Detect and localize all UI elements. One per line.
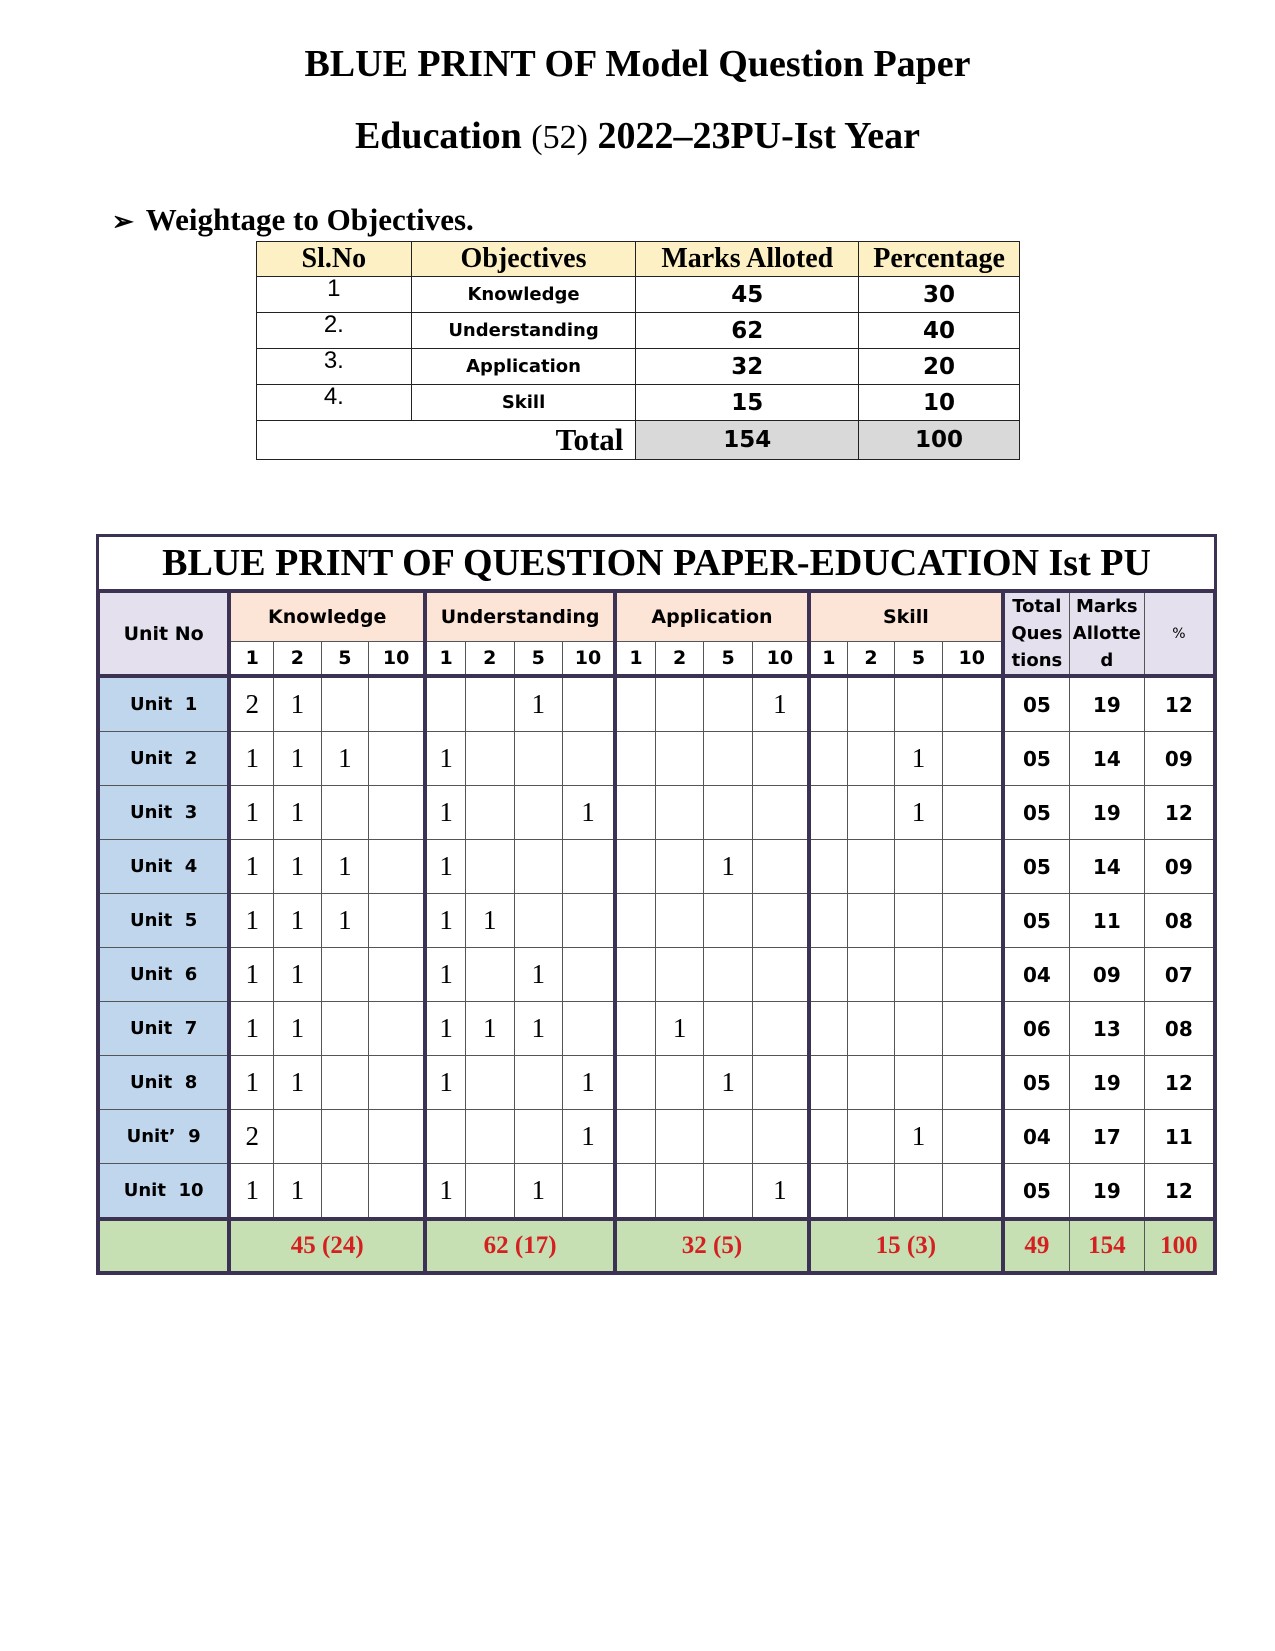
blueprint-header-row xyxy=(98,591,1215,641)
question-count-cell xyxy=(321,786,368,840)
question-count-cell xyxy=(514,1110,562,1164)
marks-subheader-10: 10 xyxy=(752,641,809,676)
question-count-cell: 1 xyxy=(514,948,562,1002)
question-count-cell: 1 xyxy=(229,786,273,840)
question-count-cell xyxy=(752,1056,809,1110)
question-count-cell xyxy=(809,676,847,732)
marks-subheader-5: 5 xyxy=(895,641,942,676)
question-count-cell xyxy=(466,732,514,786)
question-count-cell xyxy=(847,786,894,840)
unit-marks: 11 xyxy=(1069,894,1144,948)
question-count-cell: 1 xyxy=(655,1002,703,1056)
unit-percent: 09 xyxy=(1144,840,1215,894)
sl-number: 3. xyxy=(257,349,412,385)
question-count-cell xyxy=(369,1164,426,1220)
question-count-cell: 1 xyxy=(274,948,321,1002)
unit-row xyxy=(98,894,1215,948)
question-count-cell xyxy=(369,732,426,786)
question-count-cell: 1 xyxy=(229,732,273,786)
footer-total-questions: 49 xyxy=(1003,1219,1070,1273)
question-count-cell: 1 xyxy=(704,840,752,894)
question-count-cell xyxy=(942,840,1003,894)
marks-subheader-2: 2 xyxy=(847,641,894,676)
question-count-cell xyxy=(563,732,616,786)
unit-marks: 19 xyxy=(1069,1056,1144,1110)
unit-marks: 14 xyxy=(1069,732,1144,786)
question-count-cell xyxy=(847,948,894,1002)
question-count-cell xyxy=(752,840,809,894)
question-count-cell: 1 xyxy=(895,1110,942,1164)
question-count-cell xyxy=(615,1164,655,1220)
question-count-cell: 1 xyxy=(752,676,809,732)
weightage-row xyxy=(257,349,1020,385)
question-count-cell: 1 xyxy=(514,1002,562,1056)
unit-percent: 12 xyxy=(1144,676,1215,732)
question-count-cell xyxy=(563,894,616,948)
question-count-cell xyxy=(563,1002,616,1056)
question-count-cell xyxy=(563,676,616,732)
question-count-cell: 1 xyxy=(425,1164,465,1220)
question-count-cell xyxy=(809,1164,847,1220)
total-label: Total xyxy=(257,421,636,460)
question-count-cell xyxy=(466,1164,514,1220)
question-count-cell xyxy=(321,948,368,1002)
blueprint-title: BLUE PRINT OF QUESTION PAPER-EDUCATION Ist PU xyxy=(96,534,1217,589)
question-count-cell xyxy=(369,1002,426,1056)
question-count-cell xyxy=(369,948,426,1002)
question-count-cell xyxy=(895,894,942,948)
unit-percent: 12 xyxy=(1144,786,1215,840)
question-count-cell xyxy=(752,1002,809,1056)
footer-marks: 154 xyxy=(1069,1219,1144,1273)
percentage: 10 xyxy=(859,385,1020,421)
question-count-cell xyxy=(847,732,894,786)
question-count-cell xyxy=(655,894,703,948)
question-count-cell: 1 xyxy=(274,1002,321,1056)
question-count-cell xyxy=(809,1056,847,1110)
question-count-cell xyxy=(942,732,1003,786)
question-count-cell: 1 xyxy=(321,894,368,948)
question-count-cell xyxy=(752,948,809,1002)
objective-name: Application xyxy=(411,349,636,385)
question-count-cell: 1 xyxy=(466,1002,514,1056)
unit-percent: 09 xyxy=(1144,732,1215,786)
unit-label: Unit 4 xyxy=(98,840,229,894)
question-count-cell: 1 xyxy=(425,786,465,840)
unit-row xyxy=(98,1164,1215,1220)
question-count-cell xyxy=(809,894,847,948)
question-count-cell xyxy=(704,676,752,732)
unit-percent: 08 xyxy=(1144,894,1215,948)
category-knowledge: Knowledge xyxy=(229,591,425,641)
sl-number: 1 xyxy=(257,277,412,313)
marks-subheader-1: 1 xyxy=(809,641,847,676)
question-count-cell: 1 xyxy=(563,1056,616,1110)
unit-label: Unitʼ 9 xyxy=(98,1110,229,1164)
unit-total-questions: 04 xyxy=(1003,948,1070,1002)
question-count-cell xyxy=(809,1002,847,1056)
question-count-cell xyxy=(704,894,752,948)
unit-label: Unit 5 xyxy=(98,894,229,948)
weightage-table xyxy=(256,241,1020,460)
question-count-cell: 1 xyxy=(229,1002,273,1056)
total-percent: 100 xyxy=(859,421,1020,460)
question-count-cell: 1 xyxy=(514,1164,562,1220)
marks-alloted: 45 xyxy=(636,277,859,313)
question-count-cell: 1 xyxy=(321,732,368,786)
sl-number: 2. xyxy=(257,313,412,349)
question-count-cell xyxy=(425,1110,465,1164)
question-count-cell: 1 xyxy=(229,894,273,948)
unit-marks: 14 xyxy=(1069,840,1144,894)
question-count-cell xyxy=(655,732,703,786)
question-count-cell xyxy=(809,948,847,1002)
page-subtitle xyxy=(0,114,1275,158)
blueprint-footer-row xyxy=(98,1219,1215,1273)
unit-label: Unit 6 xyxy=(98,948,229,1002)
unit-percent: 07 xyxy=(1144,948,1215,1002)
total-questions-line1: Total xyxy=(1012,596,1062,617)
weightage-row xyxy=(257,277,1020,313)
question-count-cell xyxy=(704,1110,752,1164)
question-count-cell xyxy=(942,1002,1003,1056)
unit-row xyxy=(98,948,1215,1002)
question-count-cell xyxy=(895,1056,942,1110)
question-count-cell xyxy=(615,676,655,732)
unit-percent: 11 xyxy=(1144,1110,1215,1164)
unit-row xyxy=(98,676,1215,732)
question-count-cell: 2 xyxy=(229,1110,273,1164)
question-count-cell: 1 xyxy=(425,948,465,1002)
subtitle-prefix: Education xyxy=(354,115,532,157)
question-count-cell xyxy=(752,786,809,840)
unit-total-questions: 05 xyxy=(1003,894,1070,948)
question-count-cell: 1 xyxy=(229,1164,273,1220)
footer-skill: 15 (3) xyxy=(809,1219,1003,1273)
question-count-cell xyxy=(514,894,562,948)
question-count-cell xyxy=(752,894,809,948)
category-skill: Skill xyxy=(809,591,1003,641)
question-count-cell xyxy=(655,1056,703,1110)
question-count-cell xyxy=(615,1056,655,1110)
question-count-cell: 1 xyxy=(229,840,273,894)
category-understanding: Understanding xyxy=(425,591,615,641)
marks-subheader-10: 10 xyxy=(942,641,1003,676)
unit-total-questions: 05 xyxy=(1003,676,1070,732)
subtitle-year: 2022–23PU-Ist Year xyxy=(587,115,921,157)
question-count-cell xyxy=(369,1110,426,1164)
unit-marks: 13 xyxy=(1069,1002,1144,1056)
question-count-cell: 1 xyxy=(425,732,465,786)
question-count-cell xyxy=(942,948,1003,1002)
question-count-cell: 2 xyxy=(229,676,273,732)
question-count-cell xyxy=(809,1110,847,1164)
blueprint-section xyxy=(96,534,1217,1274)
question-count-cell xyxy=(321,1056,368,1110)
percentage: 30 xyxy=(859,277,1020,313)
question-count-cell xyxy=(615,1110,655,1164)
unit-marks: 19 xyxy=(1069,676,1144,732)
objective-name: Skill xyxy=(411,385,636,421)
question-count-cell xyxy=(704,1164,752,1220)
question-count-cell: 1 xyxy=(425,840,465,894)
marks-subheader-1: 1 xyxy=(615,641,655,676)
question-count-cell xyxy=(655,1164,703,1220)
marks-subheader-2: 2 xyxy=(466,641,514,676)
question-count-cell xyxy=(895,840,942,894)
question-count-cell xyxy=(369,840,426,894)
question-count-cell xyxy=(655,786,703,840)
question-count-cell xyxy=(655,948,703,1002)
question-count-cell xyxy=(321,1164,368,1220)
marks-subheader-10: 10 xyxy=(369,641,426,676)
question-count-cell xyxy=(615,732,655,786)
question-count-cell xyxy=(563,1164,616,1220)
marks-allotted-line2: Allotte xyxy=(1072,623,1141,644)
question-count-cell xyxy=(847,1056,894,1110)
question-count-cell xyxy=(942,894,1003,948)
unit-label: Unit 10 xyxy=(98,1164,229,1220)
marks-subheader-1: 1 xyxy=(425,641,465,676)
col-header-marks: Marks Alloted xyxy=(636,242,859,277)
question-count-cell: 1 xyxy=(274,1056,321,1110)
question-count-cell xyxy=(895,1002,942,1056)
question-count-cell: 1 xyxy=(425,1002,465,1056)
question-count-cell: 1 xyxy=(229,948,273,1002)
col-header-percentage: Percentage xyxy=(859,242,1020,277)
unit-percent: 12 xyxy=(1144,1164,1215,1220)
question-count-cell: 1 xyxy=(321,840,368,894)
question-count-cell xyxy=(809,786,847,840)
question-count-cell xyxy=(615,840,655,894)
question-count-cell: 1 xyxy=(514,676,562,732)
question-count-cell xyxy=(514,786,562,840)
marks-subheader-5: 5 xyxy=(704,641,752,676)
unit-marks: 19 xyxy=(1069,1164,1144,1220)
question-count-cell xyxy=(809,840,847,894)
unit-total-questions: 06 xyxy=(1003,1002,1070,1056)
question-count-cell: 1 xyxy=(274,676,321,732)
unit-percent: 08 xyxy=(1144,1002,1215,1056)
unit-total-questions: 05 xyxy=(1003,1056,1070,1110)
weightage-row xyxy=(257,313,1020,349)
question-count-cell xyxy=(369,1056,426,1110)
question-count-cell xyxy=(847,1110,894,1164)
unit-marks: 09 xyxy=(1069,948,1144,1002)
question-count-cell xyxy=(466,1056,514,1110)
question-count-cell xyxy=(563,840,616,894)
question-count-cell: 1 xyxy=(425,894,465,948)
question-count-cell xyxy=(704,1002,752,1056)
question-count-cell xyxy=(895,1164,942,1220)
question-count-cell xyxy=(514,840,562,894)
question-count-cell xyxy=(321,1110,368,1164)
question-count-cell xyxy=(369,676,426,732)
question-count-cell: 1 xyxy=(895,786,942,840)
question-count-cell xyxy=(942,1164,1003,1220)
question-count-cell xyxy=(321,676,368,732)
question-count-cell xyxy=(615,1002,655,1056)
question-count-cell xyxy=(514,1056,562,1110)
question-count-cell xyxy=(369,786,426,840)
question-count-cell xyxy=(847,676,894,732)
unit-row xyxy=(98,1002,1215,1056)
question-count-cell xyxy=(466,840,514,894)
subject-code: (52) xyxy=(531,119,588,156)
question-count-cell: 1 xyxy=(274,1164,321,1220)
question-count-cell xyxy=(655,840,703,894)
question-count-cell xyxy=(369,894,426,948)
question-count-cell xyxy=(466,786,514,840)
question-count-cell: 1 xyxy=(274,732,321,786)
question-count-cell xyxy=(895,948,942,1002)
question-count-cell xyxy=(466,676,514,732)
question-count-cell xyxy=(752,732,809,786)
marks-subheader-2: 2 xyxy=(655,641,703,676)
marks-allotted-header xyxy=(1069,591,1144,676)
marks-allotted-line1: Marks xyxy=(1076,596,1138,617)
total-marks: 154 xyxy=(636,421,859,460)
question-count-cell xyxy=(704,732,752,786)
footer-percent: 100 xyxy=(1144,1219,1215,1273)
unit-row xyxy=(98,1110,1215,1164)
unit-label: Unit 1 xyxy=(98,676,229,732)
question-count-cell xyxy=(615,948,655,1002)
unit-total-questions: 05 xyxy=(1003,786,1070,840)
weightage-heading-text: Weightage to Objectives. xyxy=(145,202,474,237)
weightage-heading xyxy=(112,202,474,238)
unit-label: Unit 3 xyxy=(98,786,229,840)
footer-application: 32 (5) xyxy=(615,1219,809,1273)
question-count-cell xyxy=(563,948,616,1002)
blueprint-table xyxy=(96,589,1217,1275)
question-count-cell xyxy=(895,676,942,732)
question-count-cell xyxy=(704,948,752,1002)
unit-percent: 12 xyxy=(1144,1056,1215,1110)
unit-row xyxy=(98,732,1215,786)
question-count-cell: 1 xyxy=(466,894,514,948)
question-count-cell xyxy=(752,1110,809,1164)
question-count-cell xyxy=(847,1164,894,1220)
question-count-cell xyxy=(466,1110,514,1164)
question-count-cell: 1 xyxy=(229,1056,273,1110)
total-questions-line2: Ques xyxy=(1011,623,1063,644)
question-count-cell xyxy=(704,786,752,840)
question-count-cell xyxy=(655,1110,703,1164)
total-questions-line3: tions xyxy=(1011,650,1063,671)
weightage-header-row xyxy=(257,242,1020,277)
unit-row xyxy=(98,840,1215,894)
question-count-cell xyxy=(425,676,465,732)
question-count-cell xyxy=(514,732,562,786)
marks-subheader-5: 5 xyxy=(321,641,368,676)
question-count-cell: 1 xyxy=(752,1164,809,1220)
weightage-total-row xyxy=(257,421,1020,460)
footer-knowledge: 45 (24) xyxy=(229,1219,425,1273)
question-count-cell xyxy=(847,840,894,894)
percentage: 40 xyxy=(859,313,1020,349)
marks-alloted: 62 xyxy=(636,313,859,349)
unit-total-questions: 05 xyxy=(1003,732,1070,786)
unit-total-questions: 05 xyxy=(1003,840,1070,894)
marks-allotted-line3: d xyxy=(1100,650,1114,671)
unit-row xyxy=(98,786,1215,840)
marks-subheader-5: 5 xyxy=(514,641,562,676)
question-count-cell xyxy=(942,786,1003,840)
question-count-cell xyxy=(942,676,1003,732)
unit-total-questions: 05 xyxy=(1003,1164,1070,1220)
marks-subheader-2: 2 xyxy=(274,641,321,676)
question-count-cell: 1 xyxy=(563,1110,616,1164)
marks-alloted: 32 xyxy=(636,349,859,385)
unit-total-questions: 04 xyxy=(1003,1110,1070,1164)
question-count-cell xyxy=(655,676,703,732)
question-count-cell xyxy=(466,948,514,1002)
question-count-cell xyxy=(809,732,847,786)
weightage-row xyxy=(257,385,1020,421)
objective-name: Knowledge xyxy=(411,277,636,313)
question-count-cell xyxy=(942,1110,1003,1164)
marks-alloted: 15 xyxy=(636,385,859,421)
question-count-cell: 1 xyxy=(563,786,616,840)
question-count-cell: 1 xyxy=(274,786,321,840)
footer-empty-cell xyxy=(98,1219,229,1273)
question-count-cell: 1 xyxy=(425,1056,465,1110)
marks-subheader-1: 1 xyxy=(229,641,273,676)
question-count-cell xyxy=(847,894,894,948)
arrow-bullet-icon: ➢ xyxy=(112,207,134,236)
question-count-cell xyxy=(615,894,655,948)
marks-subheader-10: 10 xyxy=(563,641,616,676)
sl-number: 4. xyxy=(257,385,412,421)
col-header-slno: Sl.No xyxy=(257,242,412,277)
percentage: 20 xyxy=(859,349,1020,385)
question-count-cell xyxy=(321,1002,368,1056)
question-count-cell xyxy=(615,786,655,840)
unit-marks: 19 xyxy=(1069,786,1144,840)
percent-header: % xyxy=(1144,591,1215,676)
question-count-cell: 1 xyxy=(274,894,321,948)
col-header-objectives: Objectives xyxy=(411,242,636,277)
unit-no-header: Unit No xyxy=(98,591,229,676)
total-questions-header xyxy=(1003,591,1070,676)
unit-row xyxy=(98,1056,1215,1110)
question-count-cell xyxy=(847,1002,894,1056)
page-title: BLUE PRINT OF Model Question Paper xyxy=(304,43,971,85)
unit-marks: 17 xyxy=(1069,1110,1144,1164)
question-count-cell: 1 xyxy=(274,840,321,894)
unit-label: Unit 2 xyxy=(98,732,229,786)
footer-understanding: 62 (17) xyxy=(425,1219,615,1273)
unit-label: Unit 8 xyxy=(98,1056,229,1110)
question-count-cell xyxy=(942,1056,1003,1110)
objective-name: Understanding xyxy=(411,313,636,349)
unit-label: Unit 7 xyxy=(98,1002,229,1056)
question-count-cell xyxy=(274,1110,321,1164)
question-count-cell: 1 xyxy=(704,1056,752,1110)
category-application: Application xyxy=(615,591,809,641)
question-count-cell: 1 xyxy=(895,732,942,786)
